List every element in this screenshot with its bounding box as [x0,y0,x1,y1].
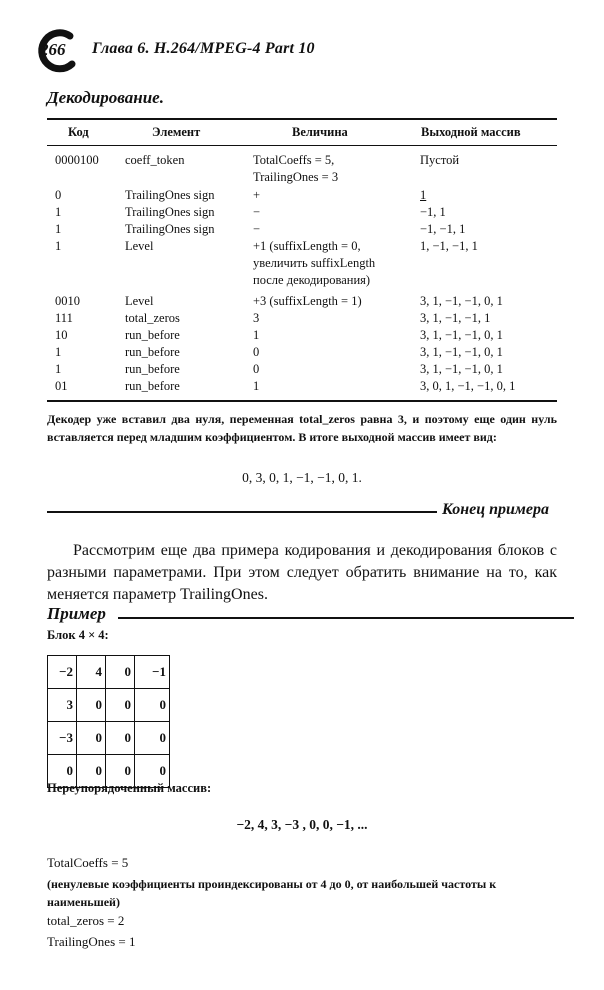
col-header-element: Элемент [152,125,201,139]
table-cell-code: 0000100 [55,153,99,167]
example-rule [118,617,574,619]
example-title: Пример [47,604,106,623]
col-header-code: Код [68,125,89,139]
trailing-ones: TrailingOnes = 1 [47,934,136,949]
table-cell-output: 1, −1, −1, 1 [420,239,478,253]
table-cell-value: − [253,205,261,219]
table-cell-output: 3, 1, −1, −1, 1 [420,311,491,325]
matrix-cell: 0 [106,722,135,755]
table-cell-element: Level [125,239,154,253]
table-cell-output: −1, −1, 1 [420,222,466,236]
section-title-decoding: Декодирование. [47,88,164,107]
block-label: Блок 4 × 4: [47,628,109,642]
matrix-cell: 3 [48,689,77,722]
table-cell-value: +1 (suffixLength = 0, [253,239,361,253]
table-cell-output: 1 [420,188,427,202]
table-cell-value: 1 [253,328,260,342]
end-example-label: Конец примера [442,501,549,518]
table-cell-output: 3, 1, −1, −1, 0, 1 [420,294,503,308]
col-header-output: Выходной массив [421,125,521,139]
reordered-label: Переупорядоченный массив: [47,781,212,795]
matrix-cell: 0 [77,755,106,788]
decoder-note: Декодер уже вставил два нуля, переменная total_zeros равна 3, и поэтому еще один нуль вставляется перед младшим коэффициентом. В итоге выходной массив имеет вид: [47,412,557,444]
table-bottom-rule [47,400,557,402]
total-coeffs: TotalCoeffs = 5 [47,855,129,870]
table-cell-element: TrailingOnes sign [125,188,215,202]
table-cell-code: 1 [55,362,62,376]
matrix-cell: 0 [135,689,170,722]
table-cell-element: run_before [125,328,180,342]
table-cell-element: TrailingOnes sign [125,222,215,236]
table-cell-output: −1, 1 [420,205,446,219]
table-cell-value: + [253,188,261,202]
table-cell-code: 1 [55,239,62,253]
table-cell-output: 3, 1, −1, −1, 0, 1 [420,362,503,376]
total-zeros: total_zeros = 2 [47,913,125,928]
table-cell-element: run_before [125,345,180,359]
matrix-cell: 0 [135,755,170,788]
total-coeffs-note: (ненулевые коэффициенты проиндексированы от 4 до 0, от наибольшей частоты к наименьшей) [47,877,497,909]
matrix-cell: 0 [48,755,77,788]
table-cell-output: Пустой [420,153,460,167]
table-cell-element: TrailingOnes sign [125,205,215,219]
table-cell-code: 01 [55,379,68,393]
matrix-cell: 0 [135,722,170,755]
table-cell-code: 1 [55,205,62,219]
table-cell-value: 3 [253,311,260,325]
table-cell-code: 1 [55,222,62,236]
matrix-cell: 0 [106,755,135,788]
matrix-cell: −2 [48,656,77,689]
table-cell-element: run_before [125,379,180,393]
matrix-cell: −1 [135,656,170,689]
reordered-array: −2, 4, 3, −3 , 0, 0, −1, ... [236,817,368,832]
page-number: 266 [40,40,66,59]
table-cell-code: 10 [55,328,68,342]
table-cell-element: total_zeros [125,311,180,325]
table-cell-output: 3, 1, −1, −1, 0, 1 [420,345,503,359]
matrix-cell: 0 [106,656,135,689]
matrix-cell: 0 [77,689,106,722]
table-cell-element: run_before [125,362,180,376]
table-cell-value: TrailingOnes = 3 [253,170,339,184]
table-cell-output: 3, 1, −1, −1, 0, 1 [420,328,503,342]
table-cell-code: 0010 [55,294,80,308]
table-cell-element: Level [125,294,154,308]
table-cell-value: увеличить suffixLength [253,256,376,270]
intro-paragraph: Рассмотрим еще два примера кодирования и декодирования блоков с разными параметрами. При этом следует обратить внимание на то, как меняется параметр TrailingOnes. [47,542,557,603]
table-cell-element: coeff_token [125,153,185,167]
table-cell-value: − [253,222,261,236]
table-cell-code: 0 [55,188,62,202]
table-cell-value: после декодирования) [253,273,371,287]
col-header-value: Величина [292,125,348,139]
matrix-cell: 4 [77,656,106,689]
table-cell-value: TotalCoeffs = 5, [253,153,335,167]
table-cell-value: +3 (suffixLength = 1) [253,294,362,308]
table-cell-value: 0 [253,362,260,376]
table-header-rule [47,145,557,146]
end-example-rule [47,511,437,513]
table-top-rule [47,118,557,120]
table-cell-code: 1 [55,345,62,359]
running-title: Глава 6. H.264/MPEG-4 Part 10 [92,40,315,57]
table-cell-value: 0 [253,345,260,359]
matrix-cell: 0 [106,689,135,722]
table-cell-code: 111 [55,311,73,325]
matrix-cell: −3 [48,722,77,755]
table-cell-value: 1 [253,379,260,393]
table-cell-output: 3, 0, 1, −1, −1, 0, 1 [420,379,516,393]
block-matrix [47,655,170,788]
decoded-result: 0, 3, 0, 1, −1, −1, 0, 1. [242,470,362,485]
matrix-cell: 0 [77,722,106,755]
